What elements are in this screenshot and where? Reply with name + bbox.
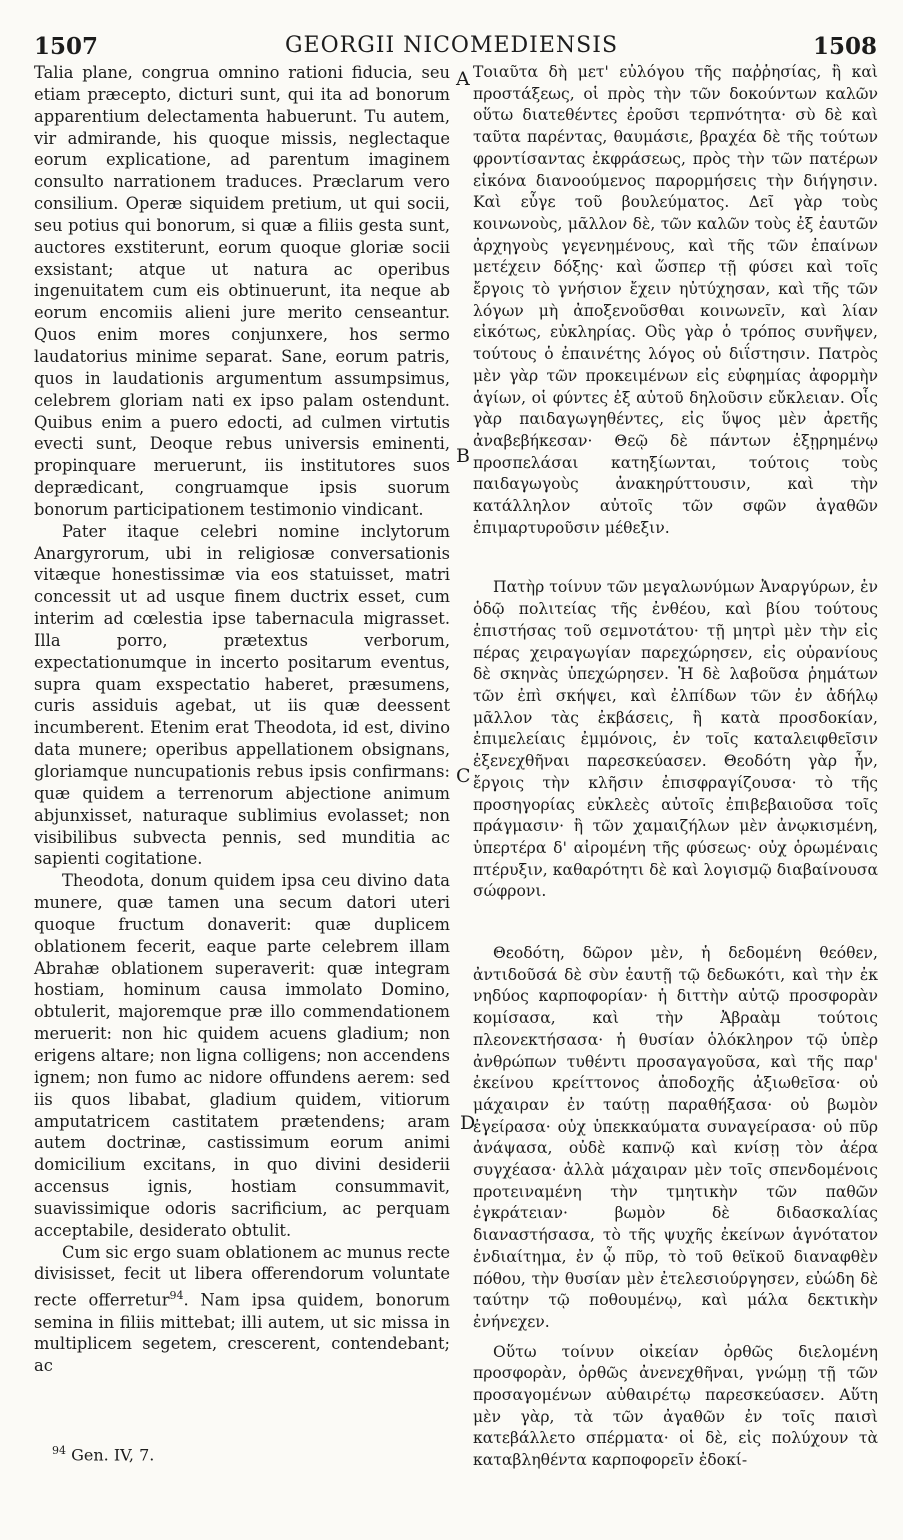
latin-paragraph-4-continued: . Nam ipsa quidem, bonorum semina in filiis mittebat; illi autem, ut sic missa in multiplicem segetem, crescerent, contendebant; ac [34, 1290, 450, 1376]
page-number-right: 1508 [812, 33, 877, 60]
section-marker-b: B [456, 445, 470, 467]
latin-paragraph-2: Pater itaque celebri nomine inclytorum Anargyrorum, ubi in religiosæ conversationis vitæque honestissimæ via eos statuisset, matri concessit ut ad usque finem ductrix esset, cum interim ad cœlestia ipse tabernacula migrasset. Illa porro, prætextus verborum, expectationumque in incerto positarum eventus, supra quam exspectatio haberet, præsumens, curis assiduis agebat, ut iis quæ deessent incumberent. Etenim erat Theodota, id est, divino data munere; operibus appellationem obsignans, gloriamque nuncupationis rebus ipsis confirmans: quæ quidem a terrenorum abjectione animum abjunxisset, naturaque sublimius evolasset; non visibilibus subvecta pennis, sed munditia ac sapienti cogitatione. [34, 521, 450, 869]
latin-column [34, 62, 450, 1377]
latin-paragraph-1: Talia plane, congrua omnino rationi fiducia, seu etiam præcepto, dicturi sunt, qui ita ad bonorum apparentium delectamenta habuerunt. Tu autem, vir admirande, his quoque missis, neglectaque eorum explicatione, ad parentum imaginem consulto narrationem traduces. Præclarum vero consilium. Operæ siquidem pretium, ut qui socii, seu potius qui bonorum, si quæ a filiis gesta sunt, auctores exstiterunt, eorum quoque gloriæ socii exsistant; atque ut natura ac operibus ingenuitatem cum eis obtinuerunt, ita neque ab eorum encomiis alieni jure merito censeantur. Quos enim mores conjunxere, hos sermo laudatorius minime separat. Sane, eorum patris, quos in laudationis argumentum assumpsimus, celebrem gloriam nati ex ipso palam ostendunt. Quibus enim a puero edocti, ad culmen virtutis evecti sunt, Deoque rebus universis eminenti, propinquare meruerunt, iis institutores suos deprædicant, congruamque ipsis suorum bonorum participationem testimonio vindicant. [34, 63, 450, 519]
greek-paragraph-4: Οὕτω τοίνυν οἰκείαν ὀρθῶς διελομένη προσφορὰν, ὀρθῶς ἀνενεχθῆναι, γνώμῃ τῇ τῶν προσαγομένων αὐθαιρέτῳ παρεσκεύασεν. Αὕτη μὲν γὰρ, τὰ τῶν ἀγαθῶν ἐν τοῖς παισὶ κατεβάλλετο σπέρματα· οἱ δὲ, εἰς πολύχουν τὰ καταβληθέντα καρποφορεῖν ἐδοκί- [473, 1342, 878, 1470]
footnote-text: Gen. IV, 7. [66, 1445, 155, 1465]
page-number-left: 1507 [34, 33, 99, 60]
running-title: GEORGII NICOMEDIENSIS [284, 33, 619, 58]
latin-paragraph-4-text: Cum sic ergo suam oblationem ac munus recte divisisset, fecit ut libera offerendorum voluntate recte offerretur [34, 1242, 450, 1310]
greek-paragraph-2: Πατὴρ τοίνυν τῶν μεγαλωνύμων Ἀναργύρων, ἐν ὁδῷ πολιτείας τῆς ἐνθέου, καὶ βίου τούτους ἐπιστήσας τοῦ σεμνοτάτου· τῇ μητρὶ μὲν τὴν εἰς πέρας χειραγωγίαν παρεχώρησεν, εἰς οὐρανίους δὲ σκηνὰς ὑπεχώρησεν. Ἡ δὲ λαβοῦσα ῥημάτων τῶν ἐπὶ σκήψει, καὶ ἐλπίδων τῶν ἐν ἀδήλῳ μᾶλλον τὰς ἐκβάσεις, ἢ κατὰ προσδοκίαν, ἐπιμελείαις ἐμμόνοις, ἐν τοῖς καταλειφθεῖσιν ἐξενεχθῆναι παρεσκεύασεν. Θεοδότη γὰρ ἦν, ἔργοις τὴν κλῆσιν ἐπισφραγίζουσα· τὸ τῆς προσηγορίας εὐκλεὲς αὐτοῖς ἐπιβεβαιοῦσα τοῖς πράγμασιν· ἢ τῶν χαμαιζήλων μὲν ἀνῳκισμένη, ὑπερτέρα δ' αἰρομένη τῆς φύσεως· οὐχ ὁρωμέναις πτέρυξιν, καθαρότητι δὲ καὶ λογισμῷ διαβαίνουσα σώφρονι. [473, 578, 878, 901]
paragraph-gap [473, 903, 878, 943]
section-marker-c: C [456, 765, 471, 787]
section-marker-a: A [456, 68, 470, 90]
footnote-reference: 94 [169, 1289, 184, 1303]
latin-paragraph-3: Theodota, donum quidem ipsa ceu divino data munere, quæ tamen una secum datori uteri quoque fructum donaverit: quæ duplicem oblationem fecerit, eaque parte celebrem illam Abrahæ oblationem superaverit: quæ integram hostiam, hominum causa immolato Domino, obtulerit, majoremque præ illo commendationem meruerit: non hic quidem acuens gladium; non erigens altare; non ligna colligens; non accendens ignem; non fumo ac nidore offundens aerem: sed iis quos libabat, gladium quidem, vitiorum amputatricem castitatem prætendens; aram autem doctrinæ, castissimum eorum animi domicilium excitans, in quo divini desiderii accensus ignis, hostiam consummavit, suavissimique odoris sacrificium, ac perquam acceptabile, desiderato obtulit. [34, 871, 450, 1240]
footnote-mark: 94 [52, 1444, 66, 1457]
greek-paragraph-3: Θεοδότη, δῶρον μὲν, ἡ δεδομένη θεόθεν, ἀντιδοῦσά δὲ σὺν ἑαυτῇ τῷ δεδωκότι, καὶ τὴν ἐκ νηδύος καρποφορίαν· ἡ διττὴν αὐτῷ προσφορὰν κομίσασα, καὶ τὴν Ἀβραὰμ τούτοις πλεονεκτήσασα· ἡ θυσίαν ὁλόκληρον τῷ ὑπὲρ ἀνθρώπων τυθέντι προσαγαγοῦσα, καὶ τῆς παρ' ἐκείνου κρείττονος ἀποδοχῆς ἀξιωθεῖσα· οὐ μάχαιραν ἐν ταύτῃ παραθήξασα· οὐ βωμὸν ἐγείρασα· οὐχ ὑπεκκαύματα συναγείρασα· οὐ πῦρ ἀνάψασα, οὐδὲ καπνῷ καὶ κνίσῃ τὸν ἀέρα συγχέασα· ἀλλὰ μάχαιραν μὲν τοῖς σπενδομένοις προτειναμένη τὴν τμητικὴν τῶν παθῶν ἐγκράτειαν· βωμὸν δὲ διδασκαλίας διαναστήσασα, τὸ τῆς ψυχῆς ἐκείνων ἁγνότατον ἐνδιαίτημα, ἐν ᾧ πῦρ, τὸ τοῦ θεϊκοῦ διαναφθὲν πόθου, τὴν θυσίαν μὲν ἐτελεσιούργησεν, εὐώδη δὲ ταύτην τῷ ποθουμένῳ, καὶ μάλα δεκτικὴν ἐνήνεχεν. [473, 944, 878, 1331]
greek-paragraph-1: Τοιαῦτα δὴ μετ' εὐλόγου τῆς παῤῥησίας, ἢ καὶ προστάξεως, οἱ πρὸς τὴν τῶν δοκούντων καλῶν οὕτω διατεθέντες ἐροῦσι τερπνότητα· σὺ δὲ καὶ ταῦτα παρέντας, θαυμάσιε, βραχέα δὲ τῆς τούτων φροντίσαντας ἐκφράσεως, πρὸς τὴν τῶν πατέρων εἰκόνα διανοούμενος παρορμήσεις τὴν διήγησιν. Καὶ εὖγε τοῦ βουλεύματος. Δεῖ γὰρ τοὺς κοινωνοὺς, μᾶλλον δὲ, τῶν καλῶν τοὺς ἐξ ἑαυτῶν ἀρχηγοὺς γεγενημένους, καὶ τῆς τῶν ἐπαίνων μετέχειν δόξης· καὶ ὥσπερ τῇ φύσει καὶ τοῖς ἔργοις τὸ γνήσιον ἔχειν ηὐτύχησαν, καὶ τῆς τῶν λόγων μὴ ἀποξενοῦσθαι κοινωνεῖν, καὶ λίαν εἰκότως, εὐκληρίας. Οὓς γὰρ ὁ τρόπος συνῆψεν, τούτους ὁ ἐπαινέτης λόγος οὐ διΐστησιν. Πατρὸς μὲν γὰρ τῶν προκειμένων εἰς εὐφημίας ἀφορμὴν ἁγίων, οἱ φύντες ἐξ αὐτοῦ δηλοῦσιν εὔκλειαν. Οἷς γὰρ παιδαγωγηθέντες, εἰς ὕψος μὲν ἀρετῆς ἀναβεβήκεσαν· Θεῷ δὲ πάντων ἐξῃρημένῳ προσπελάσαι κατηξίωνται, τούτοις τοὺς παιδαγωγοὺς ἀνακηρύττουσιν, καὶ τὴν κατάλληλον αὐτοῖς τῶν σφῶν ἀγαθῶν ἐπιμαρτυροῦσιν μέθεξιν. [473, 63, 878, 537]
greek-column [473, 62, 878, 1472]
latin-paragraph-4 [34, 1242, 450, 1377]
footnote [52, 1444, 154, 1464]
paragraph-gap [473, 539, 878, 577]
section-marker-d: D [460, 1112, 476, 1134]
page-header [0, 0, 903, 64]
